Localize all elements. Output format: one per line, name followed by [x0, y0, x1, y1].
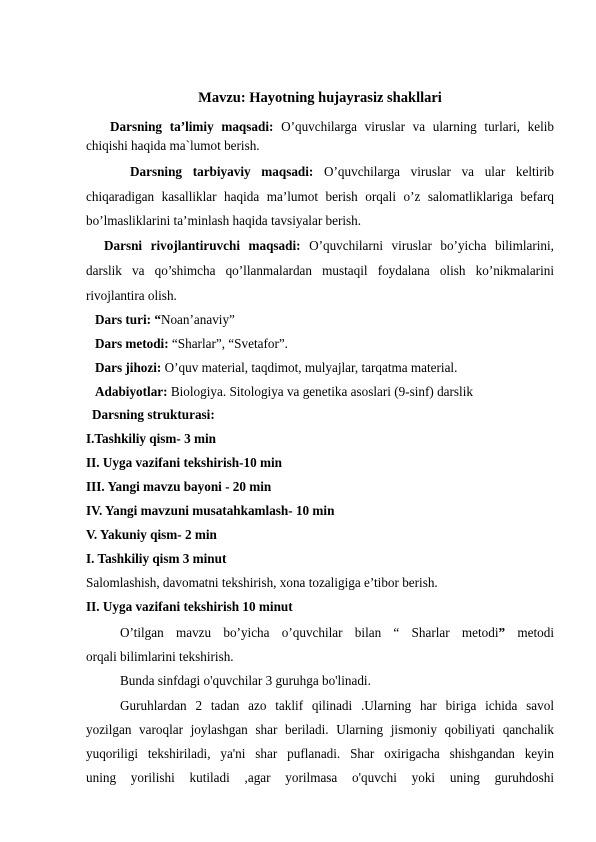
rivojlantiruvchi-line-3: rivojlantira olish.	[86, 288, 177, 303]
section1-heading: I. Tashkiliy qism 3 minut	[86, 551, 227, 566]
adabiyotlar: Adabiyotlar: Biologiya. Sitologiya va genetika asoslari (9-sinf) darslik	[95, 384, 473, 399]
talimiy-line-2: chiqishi haqida ma`lumot berish.	[86, 138, 260, 153]
structure-item: IV. Yangi mavzuni musatahkamlash- 10 min	[86, 503, 335, 518]
strukturasi-heading: Darsning strukturasi:	[92, 407, 215, 422]
section1-text: Salomlashish, davomatni tekshirish, xona tozaligiga e’tibor berish.	[86, 575, 438, 590]
structure-item: II. Uyga vazifani tekshirish-10 min	[86, 455, 282, 470]
dars-metodi: Dars metodi: “Sharlar”, “Svetafor”.	[95, 336, 288, 351]
section2-para1-line2: orqali bilimlarini tekshirish.	[86, 649, 234, 664]
rivojlantiruvchi-label: Darsni rivojlantiruvchi maqsadi:	[104, 238, 301, 253]
section2-para2: Bunda sinfdagi o'quvchilar 3 guruhga bo'linadi.	[120, 673, 371, 688]
dars-jihozi: Dars jihozi: O’quv material, taqdimot, mulyajlar, tarqatma material.	[95, 360, 458, 375]
structure-item: I.Tashkiliy qism- 3 min	[86, 431, 216, 446]
tarbiyaviy-line-1: Darsning tarbiyaviy maqsadi: O’quvchilarga viruslar va ular keltirib	[130, 164, 554, 179]
section2-para3-line4: uning yorilishi kutiladi ,agar yorilmasa o'quvchi yoki uning guruhdoshi	[86, 770, 554, 785]
talimiy-line-1: Darsning ta’limiy maqsadi: O’quvchilarga viruslar va ularning turlari, kelib	[110, 119, 554, 134]
tarbiyaviy-label: Darsning tarbiyaviy maqsadi:	[130, 164, 314, 179]
structure-item: III. Yangi mavzu bayoni - 20 min	[86, 479, 272, 494]
section2-heading: II. Uyga vazifani tekshirish 10 minut	[86, 599, 293, 614]
rivojlantiruvchi-line-2: darslik va qo’shimcha qo’llanmalardan mustaqil foydalana olish ko’nikmalarini	[86, 263, 554, 278]
tarbiyaviy-line-3: bo’lmasliklarini ta’minlash haqida tavsiyalar berish.	[86, 213, 362, 228]
tarbiyaviy-line-2: chiqaradigan kasalliklar haqida ma’lumot berish orqali o’z salomatliklariga befarq	[86, 189, 554, 204]
section2-para3-line2: yozilgan varoqlar joylashgan shar beriladi. Ularning jismoniy qobiliyati qanchalik	[86, 722, 554, 737]
talimiy-label: Darsning ta’limiy maqsadi:	[110, 119, 274, 134]
structure-item: V. Yakuniy qism- 2 min	[86, 527, 217, 542]
section2-para3-line1: Guruhlardan 2 tadan azo taklif qilinadi .Ularning har biriga ichida savol	[120, 698, 554, 713]
dars-turi: Dars turi: “Noan’anaviy”	[95, 312, 235, 327]
document-title: Mavzu: Hayotning hujayrasiz shakllari	[198, 90, 442, 106]
section2-para3-line3: yuqoriligi tekshiriladi, ya'ni shar puflanadi. Shar oxirigacha shishgandan keyin	[86, 746, 554, 761]
rivojlantiruvchi-line-1: Darsni rivojlantiruvchi maqsadi: O’quvchilarni viruslar bo’yicha bilimlarini,	[104, 238, 554, 253]
section2-para1-line1: O’tilgan mavzu bo’yicha o’quvchilar bilan “ Sharlar metodi” metodi	[120, 625, 554, 640]
